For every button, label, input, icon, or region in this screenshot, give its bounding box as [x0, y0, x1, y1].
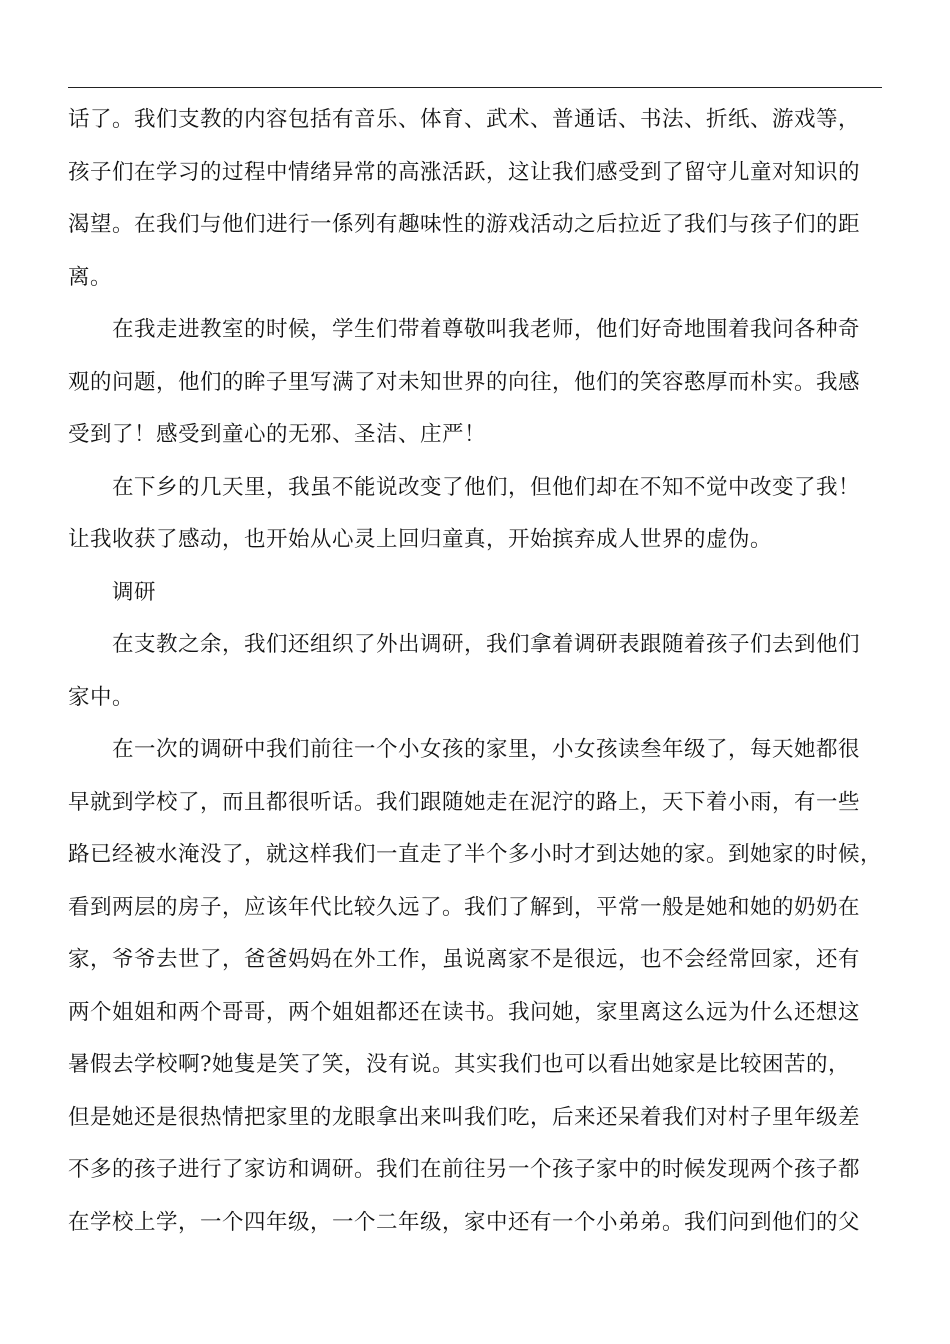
text-line: 家中。	[68, 684, 135, 710]
paragraph-start-line: 在下乡的几天里，我虽不能说改变了他们，但他们却在不知不觉中改变了我！	[112, 474, 861, 500]
paragraph-start-line: 在我走进教室的时候，学生们带着尊敬叫我老师，他们好奇地围着我问各种奇	[112, 317, 861, 342]
paragraph-start-line: 在支教之余，我们还组织了外出调研，我们拿着调研表跟随着孩子们去到他们	[112, 632, 861, 657]
document-body	[68, 94, 882, 1249]
text-line: 在学校上学，一个四年级，一个二年级，家中还有一个小弟弟。我们问到他们的父	[68, 1209, 861, 1235]
text-line: 暑假去学校啊?她隻是笑了笑，没有说。其实我们也可以看出她家是比较困苦的，	[68, 1052, 851, 1077]
text-line: 看到两层的房子，应该年代比较久远了。我们了解到，平常一般是她和她的奶奶在	[68, 894, 861, 920]
text-line: 路已经被水淹没了，就这样我们一直走了半个多小时才到达她的家。到她家的时候，	[68, 842, 883, 867]
text-line: 但是她还是很热情把家里的龙眼拿出来叫我们吃，后来还呆着我们对村子里年级差	[68, 1104, 861, 1130]
text-line: 孩子们在学习的过程中情绪异常的高涨活跃，这让我们感受到了留守儿童对知识的	[68, 159, 861, 185]
text-line: 两个姐姐和两个哥哥，两个姐姐都还在读书。我问她，家里离这么远为什么还想这	[68, 999, 861, 1025]
text-line: 家，爷爷去世了，爸爸妈妈在外工作，虽说离家不是很远，也不会经常回家，还有	[68, 947, 861, 972]
text-line: 离。	[68, 264, 113, 290]
paragraph-start-line: 在一次的调研中我们前往一个小女孩的家里，小女孩读叁年级了，每天她都很	[112, 737, 861, 762]
text-line: 受到了！感受到童心的无邪、圣洁、庄严！	[68, 422, 487, 447]
text-line: 不多的孩子进行了家访和调研。我们在前往另一个孩子家中的时候发现两个孩子都	[68, 1157, 861, 1182]
text-line: 观的问题，他们的眸子里写满了对未知世界的向往，他们的笑容憨厚而朴实。我感	[68, 369, 861, 395]
text-line: 早就到学校了，而且都很听话。我们跟随她走在泥泞的路上，天下着小雨，有一些	[68, 789, 861, 815]
text-line: 渴望。在我们与他们进行一係列有趣味性的游戏活动之后拉近了我们与孩子们的距	[68, 212, 861, 237]
section-heading: 调研	[112, 579, 157, 605]
text-line: 让我收获了感动，也开始从心灵上回归童真，开始摈弃成人世界的虚伪。	[68, 527, 773, 552]
header-rule	[68, 87, 882, 88]
text-line: 话了。我们支教的内容包括有音乐、体育、武术、普通话、书法、折纸、游戏等，	[68, 107, 861, 132]
